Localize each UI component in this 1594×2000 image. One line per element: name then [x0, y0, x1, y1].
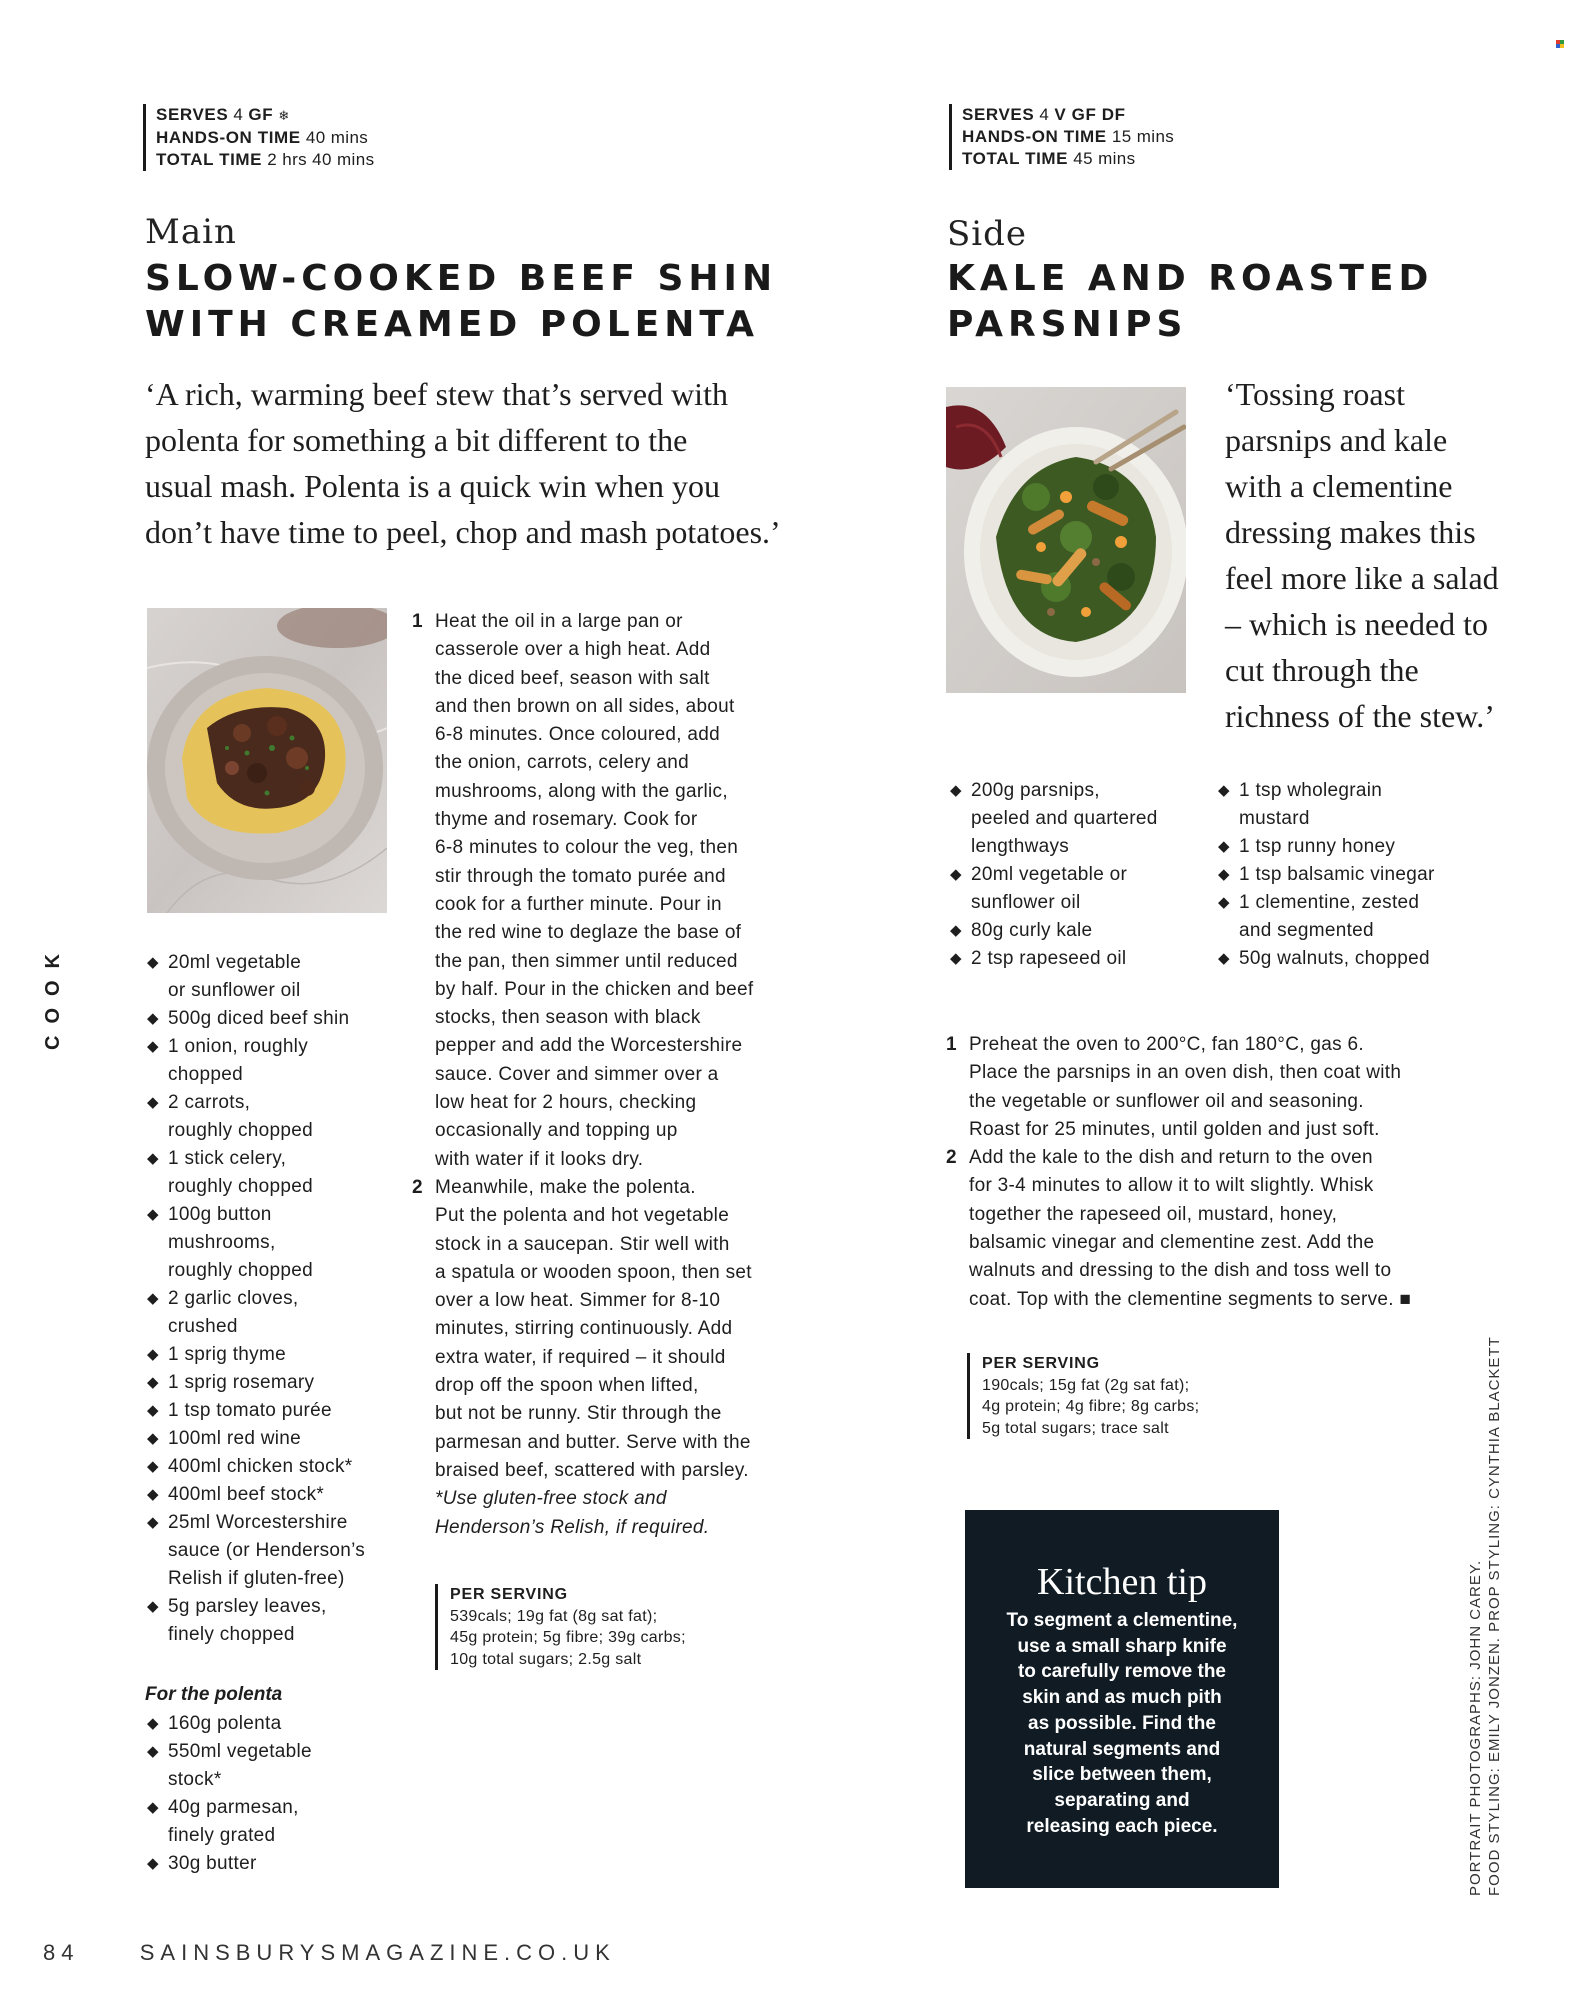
- beef-polenta-illustration: [147, 608, 387, 913]
- title-line: PARSNIPS: [947, 304, 1188, 345]
- ingredient-item: ◆ 20ml vegetable or sunflower oil: [950, 861, 1210, 917]
- polenta-ingredients-list: [147, 1710, 407, 1878]
- quote-line: with a clementine: [1225, 468, 1453, 504]
- ingredient-item: ◆ 40g parmesan, finely grated: [147, 1794, 407, 1850]
- kitchen-tip-title: Kitchen tip: [1037, 1561, 1207, 1603]
- side-recipe-title: [947, 256, 1433, 348]
- serves-label: SERVES: [962, 105, 1035, 124]
- step-number: 2: [412, 1176, 423, 1198]
- section-label: COOK: [42, 942, 64, 1050]
- ingredient-item: ◆ 30g butter: [147, 1850, 407, 1878]
- quote-line: don’t have time to peel, chop and mash potatoes.’: [145, 514, 781, 550]
- hands-on-value: 15 mins: [1111, 127, 1175, 146]
- ingredient-item: ◆ 20ml vegetable or sunflower oil: [147, 949, 407, 1005]
- method-step: 2 Meanwhile, make the polenta. Put the polenta and hot vegetable stock in a saucepan. Stir well with a spatula or wooden spoon, then set over a low heat. Simmer for 8-10 minutes, stirring continuously. Add extra water, if required – it should drop off the spoon when lifted, but not be runny. Stir through the parmesan and butter. Serve with the braised beef, scattered with parsley. *Use gluten-free stock and Henderson’s Relish, if required.: [412, 1174, 802, 1542]
- total-time-value: 2 hrs 40 mins: [267, 150, 375, 169]
- step-number: 1: [412, 611, 423, 632]
- quote-line: cut through the: [1225, 652, 1419, 688]
- page-number: 84: [43, 1940, 80, 1965]
- serves-value: 4: [1039, 105, 1050, 124]
- side-method: [946, 1031, 1506, 1314]
- ingredient-item: ◆ 80g curly kale: [950, 917, 1210, 945]
- side-course-label: Side: [947, 214, 1028, 254]
- serves-label: SERVES: [156, 105, 229, 124]
- quote-line: richness of the stew.’: [1225, 698, 1495, 734]
- polenta-subheading: For the polenta: [145, 1684, 283, 1705]
- quote-line: polenta for something a bit different to the: [145, 422, 688, 458]
- main-method: [412, 608, 802, 1542]
- title-line: WITH CREAMED POLENTA: [145, 304, 760, 345]
- per-serving-label: PER SERVING: [982, 1355, 1100, 1372]
- quote-line: usual mash. Polenta is a quick win when you: [145, 468, 721, 504]
- main-quote: [145, 371, 781, 555]
- side-ingredients-col1: [950, 777, 1210, 973]
- method-step: 1 Heat the oil in a large pan or casserole over a high heat. Add the diced beef, season with salt and then brown on all sides, about 6-8 minutes. Once coloured, add the onion, carrots, celery and mushrooms, along with the garlic, thyme and rosemary. Cook for 6-8 minutes to colour the veg, then stir through the tomato purée and cook for a further minute. Pour in the red wine to deglaze the base of the pan, then simmer until reduced by half. Pour in the chicken and beef stocks, then season with black pepper and add the Worcestershire sauce. Cover and simmer over a low heat for 2 hours, checking occasionally and topping up with water if it looks dry.: [412, 608, 802, 1174]
- main-recipe-meta: [143, 104, 374, 171]
- kitchen-tip-text: To segment a clementine, use a small sharp knife to carefully remove the skin and as much pith as possible. Find the natural segments and slice between them, separating and releasing each piece.: [1006, 1610, 1238, 1837]
- page-footer: [43, 1940, 616, 1966]
- ingredient-item: ◆ 1 tsp wholegrain mustard: [1218, 777, 1478, 833]
- method-step: 2 Add the kale to the dish and return to the oven for 3-4 minutes to allow it to wilt slightly. Whisk together the rapeseed oil, mustard, honey, balsamic vinegar and clementine zest. Add the walnuts and dressing to the dish and toss well to coat. Top with the clementine segments to serve. ■: [946, 1144, 1506, 1314]
- photo-credits: PORTRAIT PHOTOGRAPHS: JOHN CAREY. FOOD STYLING: EMILY JONZEN. PROP STYLING: CYNTHIA BLACKETT: [1467, 1336, 1503, 1896]
- quote-line: – which is needed to: [1225, 606, 1489, 642]
- step-number: 2: [946, 1147, 957, 1169]
- quote-line: feel more like a salad: [1225, 560, 1499, 596]
- ingredient-item: ◆ 2 garlic cloves, crushed: [147, 1285, 407, 1341]
- side-recipe-meta: [949, 104, 1174, 170]
- title-line: SLOW-COOKED BEEF SHIN: [145, 258, 778, 299]
- total-time-label: TOTAL TIME: [156, 150, 263, 169]
- main-course-label: Main: [145, 212, 237, 252]
- hands-on-value: 40 mins: [305, 128, 369, 147]
- main-nutrition: PER SERVING 539cals; 19g fat (8g sat fat); 45g protein; 5g fibre; 39g carbs; 10g total sugars; 2.5g salt: [435, 1584, 686, 1670]
- quote-line: dressing makes this: [1225, 514, 1476, 550]
- side-quote: [1225, 371, 1499, 739]
- title-line: KALE AND ROASTED: [947, 258, 1434, 299]
- quote-line: parsnips and kale: [1225, 422, 1448, 458]
- ingredient-item: ◆ 50g walnuts, chopped: [1218, 945, 1478, 973]
- ingredient-item: ◆ 1 tsp tomato purée: [147, 1397, 407, 1425]
- ingredient-item: ◆ 1 clementine, zested and segmented: [1218, 889, 1478, 945]
- ingredient-item: ◆ 1 stick celery, roughly chopped: [147, 1145, 407, 1201]
- diet-tags: GF: [248, 105, 274, 124]
- ingredient-item: ◆ 160g polenta: [147, 1710, 407, 1738]
- beef-shin-photo: [147, 608, 387, 913]
- ingredient-item: ◆ 25ml Worcestershire sauce (or Henderson’s Relish if gluten-free): [147, 1509, 407, 1593]
- total-time-value: 45 mins: [1073, 149, 1136, 168]
- hands-on-label: HANDS-ON TIME: [962, 127, 1107, 146]
- ingredient-item: ◆ 5g parsley leaves, finely chopped: [147, 1593, 407, 1649]
- total-time-label: TOTAL TIME: [962, 149, 1069, 168]
- ingredient-item: ◆ 100g button mushrooms, roughly chopped: [147, 1201, 407, 1285]
- side-ingredients-col2: [1218, 777, 1478, 973]
- kale-parsnip-photo: [946, 387, 1186, 693]
- ingredient-item: ◆ 550ml vegetable stock*: [147, 1738, 407, 1794]
- ingredient-item: ◆ 400ml chicken stock*: [147, 1453, 407, 1481]
- per-serving-label: PER SERVING: [450, 1586, 568, 1603]
- quote-line: ‘Tossing roast: [1225, 376, 1405, 412]
- ingredient-item: ◆ 2 tsp rapeseed oil: [950, 945, 1210, 973]
- hands-on-label: HANDS-ON TIME: [156, 128, 301, 147]
- kale-salad-illustration: [946, 387, 1186, 693]
- ingredient-item: ◆ 1 sprig rosemary: [147, 1369, 407, 1397]
- ingredient-item: ◆ 100ml red wine: [147, 1425, 407, 1453]
- corner-mark-icon: [1556, 40, 1564, 48]
- diet-tags: V GF DF: [1054, 105, 1126, 124]
- side-nutrition: PER SERVING 190cals; 15g fat (2g sat fat); 4g protein; 4g fibre; 8g carbs; 5g total sugars; trace salt: [967, 1353, 1199, 1439]
- serves-value: 4: [233, 105, 244, 124]
- ingredient-item: ◆ 1 onion, roughly chopped: [147, 1033, 407, 1089]
- site-url: SAINSBURYSMAGAZINE.CO.UK: [139, 1940, 616, 1965]
- gluten-free-note: *Use gluten-free stock and Henderson’s Relish, if required.: [435, 1488, 710, 1538]
- kitchen-tip-box: [965, 1510, 1279, 1888]
- ingredient-item: ◆ 2 carrots, roughly chopped: [147, 1089, 407, 1145]
- ingredient-item: ◆ 200g parsnips, peeled and quartered lengthways: [950, 777, 1210, 861]
- ingredient-item: ◆ 1 tsp runny honey: [1218, 833, 1478, 861]
- main-recipe-title: [145, 256, 777, 348]
- quote-line: ‘A rich, warming beef stew that’s served with: [145, 376, 728, 412]
- method-step: 1 Preheat the oven to 200°C, fan 180°C, gas 6. Place the parsnips in an oven dish, then coat with the vegetable or sunflower oil and seasoning. Roast for 25 minutes, until golden and just soft.: [946, 1031, 1506, 1144]
- step-number: 1: [946, 1034, 957, 1055]
- freeze-icon: ❄: [278, 108, 290, 123]
- main-ingredients-list: [147, 949, 407, 1649]
- ingredient-item: ◆ 1 sprig thyme: [147, 1341, 407, 1369]
- ingredient-item: ◆ 400ml beef stock*: [147, 1481, 407, 1509]
- ingredient-item: ◆ 500g diced beef shin: [147, 1005, 407, 1033]
- ingredient-item: ◆ 1 tsp balsamic vinegar: [1218, 861, 1478, 889]
